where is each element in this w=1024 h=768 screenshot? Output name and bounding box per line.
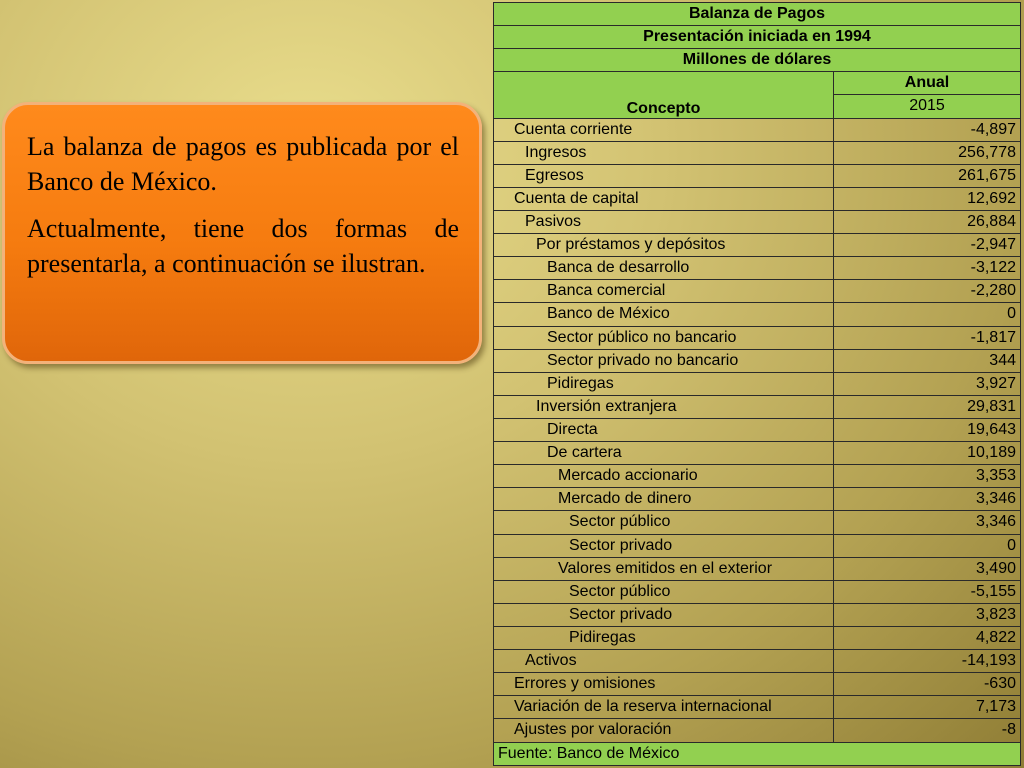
row-value: 3,927 — [834, 372, 1021, 395]
anual-header: Anual — [834, 72, 1021, 95]
row-label: De cartera — [494, 442, 834, 465]
row-label: Inversión extranjera — [494, 395, 834, 418]
row-value: -2,947 — [834, 234, 1021, 257]
table-row — [494, 141, 1021, 164]
table-row — [494, 442, 1021, 465]
table-row — [494, 511, 1021, 534]
row-value: 4,822 — [834, 626, 1021, 649]
row-label: Banca de desarrollo — [494, 257, 834, 280]
row-label: Mercado de dinero — [494, 488, 834, 511]
table-row — [494, 488, 1021, 511]
row-value: -14,193 — [834, 650, 1021, 673]
row-label: Errores y omisiones — [494, 673, 834, 696]
table-row — [494, 626, 1021, 649]
row-value: 3,823 — [834, 603, 1021, 626]
balance-of-payments-table — [493, 2, 1021, 766]
row-value: -3,122 — [834, 257, 1021, 280]
row-label: Banca comercial — [494, 280, 834, 303]
row-label: Ajustes por valoración — [494, 719, 834, 742]
table-row — [494, 650, 1021, 673]
table-row — [494, 210, 1021, 233]
row-value: 3,346 — [834, 488, 1021, 511]
row-value: -5,155 — [834, 580, 1021, 603]
row-value: 12,692 — [834, 187, 1021, 210]
row-label: Variación de la reserva internacional — [494, 696, 834, 719]
table-row — [494, 372, 1021, 395]
row-label: Pasivos — [494, 210, 834, 233]
row-value: 0 — [834, 534, 1021, 557]
year-header: 2015 — [834, 95, 1021, 118]
row-label: Sector privado no bancario — [494, 349, 834, 372]
table-subtitle: Presentación iniciada en 1994 — [494, 26, 1021, 49]
table-row — [494, 118, 1021, 141]
row-label: Banco de México — [494, 303, 834, 326]
row-label: Sector público — [494, 580, 834, 603]
row-value: 19,643 — [834, 418, 1021, 441]
row-value: -4,897 — [834, 118, 1021, 141]
row-label: Directa — [494, 418, 834, 441]
row-label: Sector público — [494, 511, 834, 534]
source-row — [494, 742, 1021, 766]
table-row — [494, 349, 1021, 372]
row-value: 261,675 — [834, 164, 1021, 187]
row-label: Egresos — [494, 164, 834, 187]
table-units-row — [494, 49, 1021, 72]
table-row — [494, 696, 1021, 719]
row-label: Pidiregas — [494, 372, 834, 395]
row-value: 256,778 — [834, 141, 1021, 164]
row-label: Sector privado — [494, 603, 834, 626]
row-label: Mercado accionario — [494, 465, 834, 488]
table-units: Millones de dólares — [494, 49, 1021, 72]
table-row — [494, 280, 1021, 303]
table-title-row — [494, 3, 1021, 26]
row-label: Ingresos — [494, 141, 834, 164]
table-row — [494, 719, 1021, 742]
table-row — [494, 557, 1021, 580]
row-value: 29,831 — [834, 395, 1021, 418]
header-row-annual — [494, 72, 1021, 95]
row-value: 344 — [834, 349, 1021, 372]
table-row — [494, 326, 1021, 349]
table-row — [494, 580, 1021, 603]
table-row — [494, 395, 1021, 418]
row-value: 26,884 — [834, 210, 1021, 233]
row-label: Valores emitidos en el exterior — [494, 557, 834, 580]
row-value: 7,173 — [834, 696, 1021, 719]
table-subtitle-row — [494, 26, 1021, 49]
row-label: Sector público no bancario — [494, 326, 834, 349]
row-label: Cuenta corriente — [494, 118, 834, 141]
table-row — [494, 534, 1021, 557]
table-row — [494, 418, 1021, 441]
table-row — [494, 673, 1021, 696]
text-callout — [2, 102, 482, 364]
table-row — [494, 257, 1021, 280]
row-value: -2,280 — [834, 280, 1021, 303]
callout-paragraph-2: Actualmente, tiene dos formas de presentarla, a continuación se ilustran. — [27, 214, 459, 278]
callout-paragraph-1: La balanza de pagos es publicada por el Banco de México. — [27, 132, 459, 196]
table-row — [494, 234, 1021, 257]
row-label: Pidiregas — [494, 626, 834, 649]
table-title: Balanza de Pagos — [494, 3, 1021, 26]
table-row — [494, 465, 1021, 488]
row-value: 3,490 — [834, 557, 1021, 580]
row-value: -8 — [834, 719, 1021, 742]
row-value: -1,817 — [834, 326, 1021, 349]
row-label: Por préstamos y depósitos — [494, 234, 834, 257]
row-label: Cuenta de capital — [494, 187, 834, 210]
row-value: 3,346 — [834, 511, 1021, 534]
concepto-header: Concepto — [494, 72, 834, 118]
source-note: Fuente: Banco de México — [494, 742, 1021, 766]
table-row — [494, 303, 1021, 326]
table-row — [494, 187, 1021, 210]
table-row — [494, 164, 1021, 187]
row-label: Sector privado — [494, 534, 834, 557]
row-label: Activos — [494, 650, 834, 673]
row-value: 10,189 — [834, 442, 1021, 465]
row-value: 3,353 — [834, 465, 1021, 488]
table-row — [494, 603, 1021, 626]
row-value: 0 — [834, 303, 1021, 326]
row-value: -630 — [834, 673, 1021, 696]
